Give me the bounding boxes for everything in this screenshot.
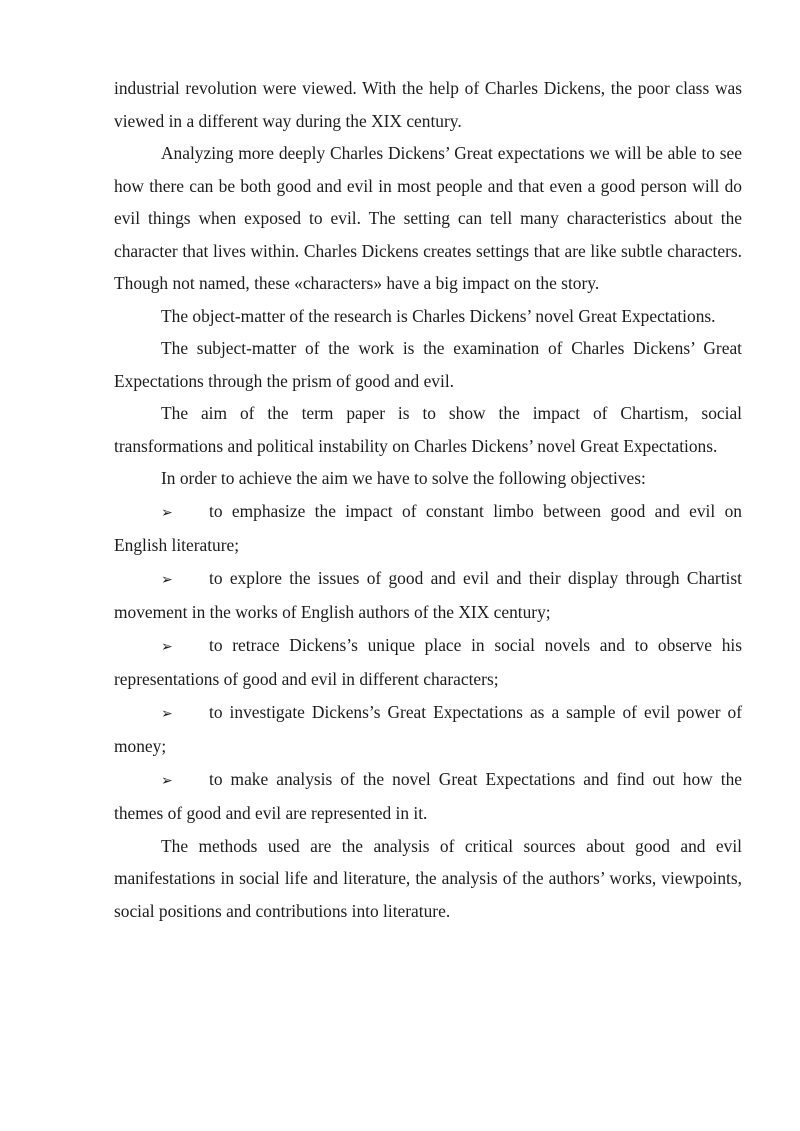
paragraph-methods: The methods used are the analysis of critical sources about good and evil manifestations in social life and literature, the analysis of the authors’ works, viewpoints, social positions and contributions into literature.: [114, 835, 742, 921]
paragraph-object-matter: The object-matter of the research is Charles Dickens’ novel Great Expectations.: [161, 305, 716, 326]
paragraph-setting-analysis: Analyzing more deeply Charles Dickens’ Great expectations we will be able to see how there can be both good and evil in most people and that even a good person will do evil things when exposed to evil. The setting can tell many characteristics about the character that lives within. Charles Dickens creates settings that are like subtle characters. Though not named, these «characters» have a big impact on the story.: [114, 143, 742, 293]
arrowhead-bullet-icon: ➢: [161, 705, 173, 722]
list-item-text: to investigate Dickens’s Great Expectations as a sample of evil power of money;: [114, 701, 742, 756]
list-item: [114, 562, 742, 629]
arrowhead-bullet-icon: ➢: [161, 638, 173, 655]
list-item: [114, 629, 742, 696]
list-item-text: to retrace Dickens’s unique place in social novels and to observe his representations of good and evil in different characters;: [114, 634, 742, 689]
paragraph-subject-matter: The subject-matter of the work is the examination of Charles Dickens’ Great Expectations through the prism of good and evil.: [114, 338, 742, 391]
list-item: [114, 495, 742, 562]
document-body: [114, 72, 742, 927]
list-item-text: to explore the issues of good and evil and their display through Chartist movement in the works of English authors of the XIX century;: [114, 567, 742, 622]
list-item: [114, 763, 742, 830]
arrowhead-bullet-icon: ➢: [161, 772, 173, 789]
list-item-text: to emphasize the impact of constant limbo between good and evil on English literature;: [114, 500, 742, 555]
arrowhead-bullet-icon: ➢: [161, 571, 173, 588]
paragraph-objectives-intro: In order to achieve the aim we have to solve the following objectives:: [161, 468, 646, 488]
arrowhead-bullet-icon: ➢: [161, 504, 173, 521]
paragraph-aim: The aim of the term paper is to show the impact of Chartism, social transformations and political instability on Charles Dickens’ novel Great Expectations.: [114, 403, 742, 456]
list-item: [114, 696, 742, 763]
paragraph-continuation: industrial revolution were viewed. With the help of Charles Dickens, the poor class was viewed in a different way during the XIX century.: [114, 78, 742, 131]
list-item-text: to make analysis of the novel Great Expectations and find out how the themes of good and evil are represented in it.: [114, 768, 742, 823]
